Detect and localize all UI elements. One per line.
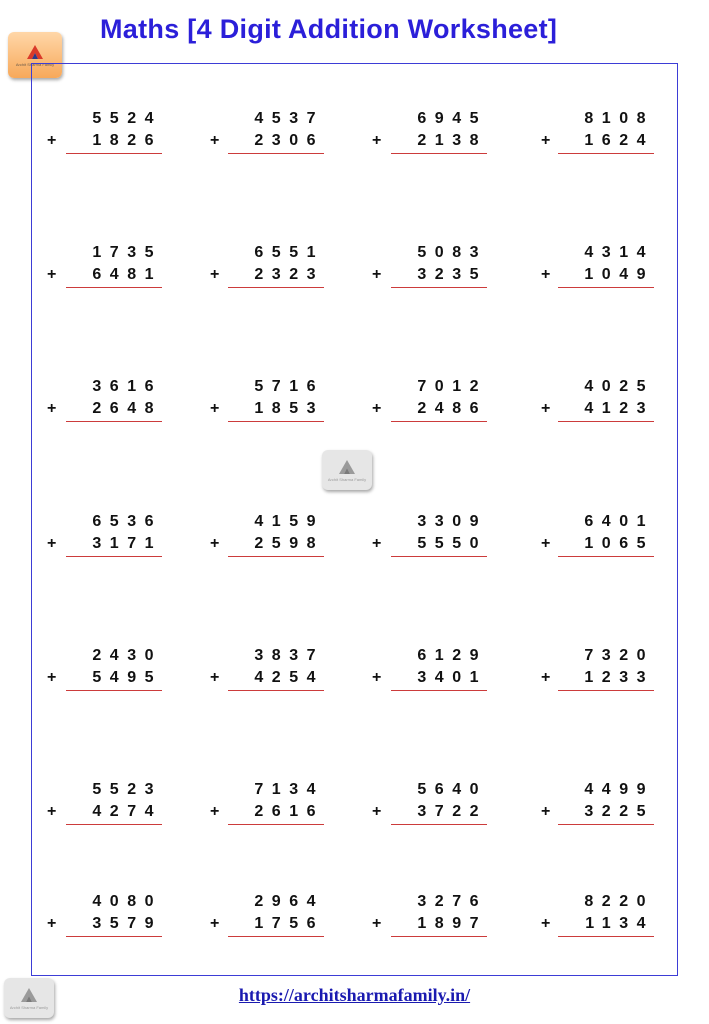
addend-top: 3616 [92,378,162,395]
plus-sign: + [47,803,57,820]
plus-sign: + [210,915,220,932]
watermark-logo [322,450,372,490]
answer-line [391,421,487,422]
answer-line [558,556,654,557]
addend-bottom: 3722 [417,803,487,820]
addend-bottom: 1826 [92,132,162,149]
addition-problem [367,110,487,160]
plus-sign: + [210,400,220,417]
addition-problem [367,513,487,563]
addition-problem [42,893,162,943]
answer-line [391,936,487,937]
addend-top: 7134 [254,781,324,798]
addition-problem [42,110,162,160]
plus-sign: + [47,535,57,552]
addend-bottom: 2616 [254,803,324,820]
addend-top: 4499 [584,781,654,798]
plus-sign: + [210,132,220,149]
answer-line [228,287,324,288]
addition-problem [204,893,324,943]
addend-top: 5524 [92,110,162,127]
answer-line [66,936,162,937]
addend-bottom: 4123 [584,400,654,417]
answer-line [228,936,324,937]
architsharma-family-logo-icon [338,459,356,475]
plus-sign: + [210,535,220,552]
addition-problem [534,513,654,563]
plus-sign: + [541,400,551,417]
plus-sign: + [372,535,382,552]
plus-sign: + [372,803,382,820]
answer-line [228,556,324,557]
addend-bottom: 4254 [254,669,324,686]
answer-line [391,153,487,154]
answer-line [391,556,487,557]
addend-bottom: 1756 [254,915,324,932]
addend-top: 5083 [417,244,487,261]
plus-sign: + [210,803,220,820]
answer-line [228,421,324,422]
addend-top: 6536 [92,513,162,530]
addend-top: 5640 [417,781,487,798]
answer-line [228,690,324,691]
addend-bottom: 5550 [417,535,487,552]
answer-line [391,287,487,288]
addend-top: 3837 [254,647,324,664]
logo-tagline: Archit Sharma Family [327,476,367,482]
addend-bottom: 2598 [254,535,324,552]
addend-top: 6945 [417,110,487,127]
addition-problem [42,378,162,428]
addend-top: 4537 [254,110,324,127]
plus-sign: + [372,669,382,686]
addend-top: 7320 [584,647,654,664]
answer-line [391,824,487,825]
plus-sign: + [541,803,551,820]
addend-bottom: 3171 [92,535,162,552]
plus-sign: + [541,535,551,552]
addend-top: 2964 [254,893,324,910]
addend-top: 5523 [92,781,162,798]
addition-problem [204,647,324,697]
answer-line [66,421,162,422]
addition-problem [367,244,487,294]
addend-top: 3276 [417,893,487,910]
addend-bottom: 2648 [92,400,162,417]
addend-top: 4025 [584,378,654,395]
addend-bottom: 1049 [584,266,654,283]
addend-top: 4159 [254,513,324,530]
addend-bottom: 3235 [417,266,487,283]
answer-line [228,153,324,154]
addend-bottom: 1065 [584,535,654,552]
page-title: Maths [4 Digit Addition Worksheet] [100,14,558,44]
plus-sign: + [47,915,57,932]
answer-line [66,556,162,557]
addend-bottom: 4274 [92,803,162,820]
answer-line [558,936,654,937]
answer-line [391,690,487,691]
plus-sign: + [47,266,57,283]
addend-top: 6551 [254,244,324,261]
addition-problem [534,244,654,294]
addition-problem [367,893,487,943]
plus-sign: + [541,669,551,686]
addition-problem [204,110,324,160]
answer-line [66,824,162,825]
addition-problem [367,378,487,428]
addition-problem [204,244,324,294]
plus-sign: + [372,915,382,932]
addend-top: 5716 [254,378,324,395]
addition-problem [204,378,324,428]
addition-problem [204,513,324,563]
addend-bottom: 3225 [584,803,654,820]
addend-bottom: 3579 [92,915,162,932]
addend-top: 8220 [584,893,654,910]
plus-sign: + [541,132,551,149]
answer-line [558,287,654,288]
answer-line [228,824,324,825]
addition-problem [42,781,162,831]
addend-top: 6401 [584,513,654,530]
addend-bottom: 1853 [254,400,324,417]
answer-line [558,690,654,691]
addition-problem [534,647,654,697]
addend-top: 2430 [92,647,162,664]
answer-line [558,421,654,422]
addend-bottom: 2306 [254,132,324,149]
addend-bottom: 1624 [584,132,654,149]
plus-sign: + [210,669,220,686]
answer-line [66,153,162,154]
addend-top: 8108 [584,110,654,127]
logo-tagline: Archit Sharma Family [15,61,55,67]
plus-sign: + [541,915,551,932]
addend-top: 1735 [92,244,162,261]
addition-problem [534,378,654,428]
addend-top: 6129 [417,647,487,664]
addition-problem [367,781,487,831]
plus-sign: + [47,400,57,417]
footer-link[interactable]: https://architsharmafamily.in/ [238,985,471,1005]
addend-bottom: 1134 [585,915,654,932]
addition-problem [42,244,162,294]
plus-sign: + [47,132,57,149]
addition-problem [534,893,654,943]
addition-problem [42,647,162,697]
addend-bottom: 3401 [417,669,487,686]
answer-line [558,824,654,825]
answer-line [66,690,162,691]
addition-problem [204,781,324,831]
addend-top: 4314 [584,244,654,261]
addend-top: 7012 [417,378,487,395]
addition-problem [534,781,654,831]
answer-line [66,287,162,288]
plus-sign: + [372,266,382,283]
addend-top: 4080 [92,893,162,910]
addition-problem [534,110,654,160]
addition-problem [42,513,162,563]
addend-bottom: 5495 [92,669,162,686]
addend-top: 3309 [417,513,487,530]
addition-problem [367,647,487,697]
addend-bottom: 1897 [417,915,487,932]
addend-bottom: 2323 [254,266,324,283]
addend-bottom: 2138 [417,132,487,149]
plus-sign: + [372,400,382,417]
plus-sign: + [210,266,220,283]
addend-bottom: 1233 [584,669,654,686]
addend-bottom: 6481 [92,266,162,283]
plus-sign: + [541,266,551,283]
answer-line [558,153,654,154]
plus-sign: + [47,669,57,686]
addend-bottom: 2486 [417,400,487,417]
architsharma-family-logo-icon [26,44,44,60]
plus-sign: + [372,132,382,149]
logo-tagline: Archit Sharma Family [9,1004,49,1010]
